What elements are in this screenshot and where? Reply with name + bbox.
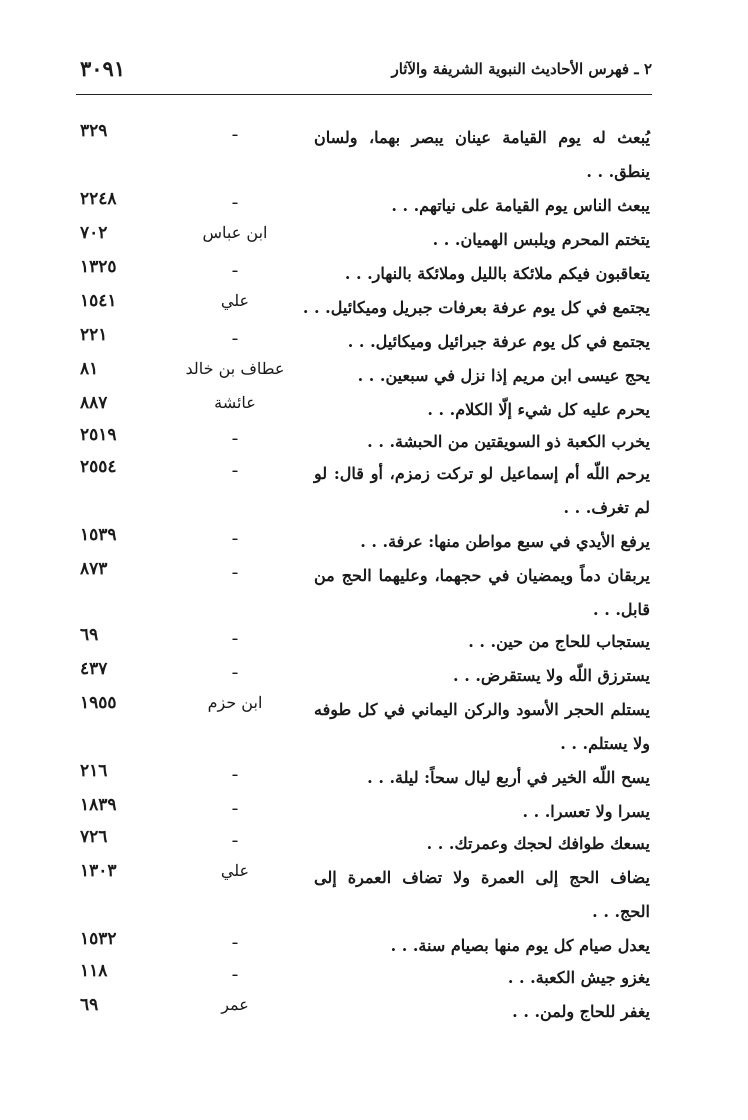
hadith-text: يربقان دماً ويمضيان في حجهما، وعليهما الحج من قابل. . .: [314, 566, 650, 619]
entry-number: ٢١٦: [80, 761, 108, 781]
hadith-text: يحج عيسى ابن مريم إذا نزل في سبعين. . .: [357, 366, 650, 385]
hadith-text: يتعاقبون فيكم ملائكة بالليل وملائكة بالنهار. . .: [344, 264, 650, 283]
entry-number: ٢٢١: [80, 325, 108, 345]
narrator: ـ: [232, 525, 238, 544]
entry-number: ٦٩: [80, 625, 99, 645]
narrator: عائشة: [214, 393, 256, 412]
narrator: ابن عباس: [202, 223, 268, 242]
entry-number: ٧٠٢: [80, 223, 108, 243]
narrator: ابن حزم: [207, 693, 263, 712]
entry-number: ١٥٣٢: [80, 929, 117, 949]
hadith-text: يستلم الحجر الأسود والركن اليماني في كل طوفه ولا يستلم. . .: [314, 700, 650, 753]
entry-number: ٨٨٧: [80, 393, 108, 413]
narrator: ـ: [232, 761, 238, 780]
hadith-text: يعدل صيام كل يوم منها بصيام سنة. . .: [390, 936, 650, 955]
narrator: علي: [220, 861, 250, 880]
narrator: ـ: [232, 457, 238, 476]
narrator: ـ: [232, 425, 238, 444]
entry-number: ١٥٤١: [80, 291, 117, 311]
entry-number: ١٩٥٥: [80, 693, 117, 713]
narrator: ـ: [232, 827, 238, 846]
entry-number: ٢٢٤٨: [80, 189, 117, 209]
hadith-text: يسترزق اللّه ولا يستقرض. . .: [453, 666, 650, 685]
entry-number: ٢٥٥٤: [80, 457, 117, 477]
entry-number: ١٨٣٩: [80, 795, 117, 815]
hadith-text: يسح اللّه الخير في أربع ليال سحاً: ليلة. . .: [367, 768, 650, 787]
hadith-text: يخرب الكعبة ذو السويقتين من الحبشة. . .: [367, 432, 650, 451]
hadith-text: يسعك طوافك لحجك وعمرتك. . .: [426, 834, 650, 853]
entry-number: ٨٧٣: [80, 559, 108, 579]
narrator: ـ: [232, 795, 238, 814]
entry-number: ١١٨: [80, 961, 108, 981]
hadith-text: يرفع الأيدي في سبع مواطن منها: عرفة. . .: [360, 532, 650, 551]
narrator: عطاف بن خالد: [185, 359, 285, 378]
narrator: ـ: [232, 121, 238, 140]
narrator: ـ: [232, 659, 238, 678]
entry-number: ٢٥١٩: [80, 425, 117, 445]
running-title: ٢ ـ فهرس الأحاديث النبوية الشريفة والآثار: [391, 60, 652, 78]
entry-number: ٧٢٦: [80, 827, 108, 847]
hadith-text: يستجاب للحاج من حين. . .: [468, 632, 650, 651]
narrator: ـ: [232, 257, 238, 276]
hadith-text: يبعث الناس يوم القيامة على نياتهم. . .: [391, 196, 650, 215]
entry-number: ٣٢٩: [80, 121, 108, 141]
page-number: ٣٠٩١: [80, 56, 126, 81]
narrator: ـ: [232, 625, 238, 644]
hadith-text: يغزو جيش الكعبة. . .: [507, 968, 650, 987]
entry-number: ١٥٣٩: [80, 525, 117, 545]
hadith-text: يجتمع في كل يوم عرفة جبرائيل وميكائيل. . .: [347, 332, 650, 351]
entry-number: ٦٩: [80, 995, 99, 1015]
narrator: ـ: [232, 929, 238, 948]
narrator: ـ: [232, 189, 238, 208]
entry-number: ١٣٢٥: [80, 257, 117, 277]
entry-number: ٨١: [80, 359, 99, 379]
hadith-text: يرحم اللّه أم إسماعيل لو تركت زمزم، أو قال: لو لم تغرف. . .: [314, 464, 650, 517]
entry-number: ٤٣٧: [80, 659, 108, 679]
hadith-text: يضاف الحج إلى العمرة ولا تضاف العمرة إلى الحج. . .: [314, 868, 650, 921]
narrator: عمر: [221, 995, 249, 1014]
hadith-text: يحرم عليه كل شيء إلّا الكلام. . .: [427, 400, 650, 419]
narrator: علي: [220, 291, 250, 310]
hadith-text: يجتمع في كل يوم عرفة بعرفات جبريل وميكائيل. . .: [302, 298, 650, 317]
hadith-text: يسرا ولا تعسرا. . .: [522, 802, 650, 821]
entry-number: ١٣٠٣: [80, 861, 117, 881]
narrator: ـ: [232, 325, 238, 344]
narrator: ـ: [232, 559, 238, 578]
hadith-text: يغفر للحاج ولمن. . .: [512, 1002, 650, 1021]
hadith-text: يُبعث له يوم القيامة عينان يبصر بهما، ولسان ينطق. . .: [314, 128, 650, 181]
hadith-text: يتختم المحرم ويلبس الهميان. . .: [432, 230, 650, 249]
narrator: ـ: [232, 961, 238, 980]
